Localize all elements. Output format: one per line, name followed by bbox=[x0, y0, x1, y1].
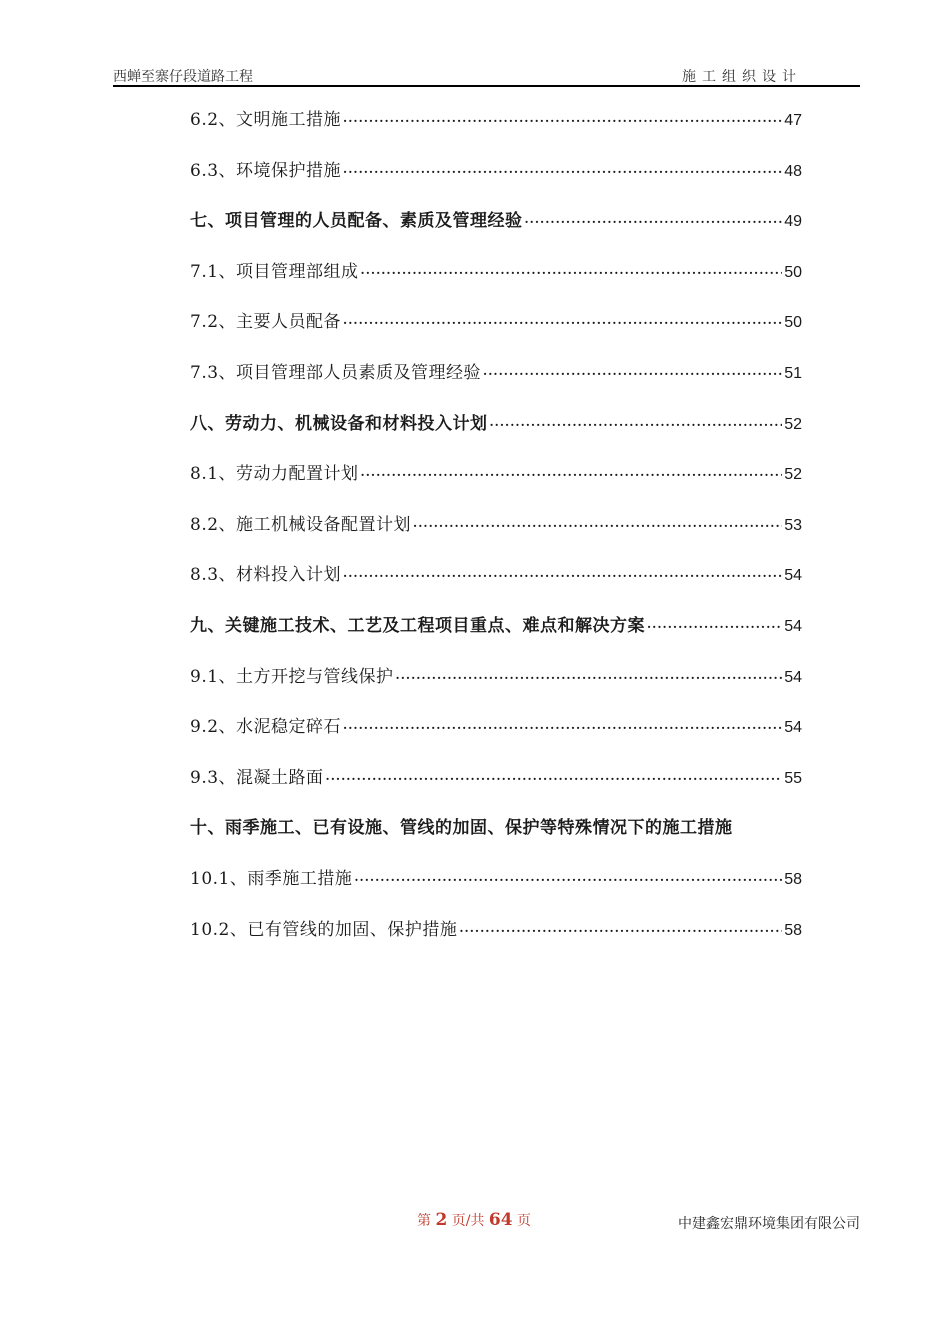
toc-entry[interactable] bbox=[190, 762, 802, 813]
toc-entry-label: 8.1、劳动力配置计划 bbox=[190, 464, 359, 485]
toc-entry-label: 7.3、项目管理部人员素质及管理经验 bbox=[190, 362, 482, 383]
toc-leader-dots bbox=[525, 206, 783, 238]
toc-entry[interactable] bbox=[190, 357, 802, 408]
page-number bbox=[417, 1210, 531, 1230]
toc-leader-dots bbox=[326, 763, 783, 795]
toc-entry-label: 七、项目管理的人员配备、素质及管理经验 bbox=[190, 211, 523, 232]
toc-leader-dots bbox=[343, 560, 782, 592]
toc-entry-page: 48 bbox=[784, 162, 802, 180]
toc-leader-dots bbox=[343, 712, 782, 744]
toc-entry[interactable] bbox=[190, 256, 802, 307]
toc-entry[interactable] bbox=[190, 408, 802, 459]
toc-entry-label: 7.2、主要人员配备 bbox=[190, 312, 342, 333]
toc-entry-label: 9.2、水泥稳定碎石 bbox=[190, 717, 342, 738]
toc-entry-label: 10.2、已有管线的加固、保护措施 bbox=[190, 919, 458, 940]
header-divider bbox=[113, 85, 860, 87]
document-type: 施工组织设计 bbox=[682, 69, 802, 85]
toc-leader-dots bbox=[361, 257, 783, 289]
toc-leader-dots bbox=[413, 510, 782, 542]
toc-entry-page: 49 bbox=[784, 213, 802, 231]
page-prefix: 第 bbox=[417, 1213, 431, 1229]
toc-entry-page: 50 bbox=[784, 314, 802, 332]
toc-entry[interactable] bbox=[190, 914, 802, 965]
toc-entry[interactable] bbox=[190, 559, 802, 610]
page-middle: 页/共 bbox=[451, 1213, 485, 1229]
project-title: 西蝉至寨仔段道路工程 bbox=[113, 69, 253, 85]
toc-entry[interactable] bbox=[190, 812, 802, 863]
toc-entry-page: 55 bbox=[784, 769, 802, 787]
toc-entry-page: 51 bbox=[784, 364, 802, 382]
toc-entry-label: 9.3、混凝土路面 bbox=[190, 767, 324, 788]
toc-entry-page: 53 bbox=[784, 516, 802, 534]
company-name: 中建鑫宏鼎环境集团有限公司 bbox=[678, 1216, 860, 1232]
toc-leader-dots bbox=[396, 662, 783, 694]
toc-entry-page: 58 bbox=[784, 870, 802, 888]
toc-leader-dots bbox=[354, 864, 782, 896]
toc-entry-label: 9.1、土方开挖与管线保护 bbox=[190, 666, 394, 687]
toc-entry-label: 8.2、施工机械设备配置计划 bbox=[190, 514, 412, 535]
toc-entry-page: 58 bbox=[784, 921, 802, 939]
page-suffix: 页 bbox=[517, 1213, 532, 1229]
toc-leader-dots bbox=[459, 915, 782, 947]
toc-entry-page: 54 bbox=[784, 567, 802, 585]
toc-entry[interactable] bbox=[190, 306, 802, 357]
toc-entry[interactable] bbox=[190, 610, 802, 661]
toc-leader-dots bbox=[343, 307, 782, 339]
toc-entry-label: 6.2、文明施工措施 bbox=[190, 110, 342, 130]
toc-entry[interactable] bbox=[190, 863, 802, 914]
toc-entry-page: 52 bbox=[784, 415, 802, 433]
toc-entry-page: 52 bbox=[784, 466, 802, 484]
toc-leader-dots bbox=[361, 459, 783, 491]
toc-entry-page: 47 bbox=[784, 112, 802, 129]
toc-entry-page: 54 bbox=[784, 617, 802, 635]
total-pages: 64 bbox=[488, 1210, 513, 1230]
toc-entry[interactable] bbox=[190, 458, 802, 509]
toc-entry-label: 九、关键施工技术、工艺及工程项目重点、难点和解决方案 bbox=[190, 615, 645, 636]
toc-entry-page: 50 bbox=[784, 263, 802, 281]
toc-leader-dots bbox=[490, 409, 783, 441]
toc-leader-dots bbox=[647, 611, 782, 643]
toc-entry[interactable] bbox=[190, 104, 802, 155]
toc-entry-page: 54 bbox=[784, 719, 802, 737]
toc-entry[interactable] bbox=[190, 509, 802, 560]
toc-entry-label: 十、雨季施工、已有设施、管线的加固、保护等特殊情况下的施工措施 bbox=[190, 818, 733, 839]
toc-entry-label: 10.1、雨季施工措施 bbox=[190, 868, 353, 889]
toc-leader-dots bbox=[483, 358, 782, 390]
toc-entry-label: 7.1、项目管理部组成 bbox=[190, 261, 359, 282]
toc-leader-dots bbox=[343, 156, 782, 188]
toc-leader-dots bbox=[343, 105, 782, 137]
toc-entry-label: 8.3、材料投入计划 bbox=[190, 565, 342, 586]
toc-entry[interactable] bbox=[190, 661, 802, 712]
current-page: 2 bbox=[435, 1210, 448, 1230]
toc-entry-label: 6.3、环境保护措施 bbox=[190, 160, 342, 181]
toc-entry-page: 54 bbox=[784, 668, 802, 686]
toc-entry-label: 八、劳动力、机械设备和材料投入计划 bbox=[190, 413, 488, 434]
toc-entry[interactable] bbox=[190, 711, 802, 762]
toc-entry[interactable] bbox=[190, 205, 802, 256]
toc-entry[interactable] bbox=[190, 155, 802, 206]
table-of-contents bbox=[190, 104, 802, 964]
